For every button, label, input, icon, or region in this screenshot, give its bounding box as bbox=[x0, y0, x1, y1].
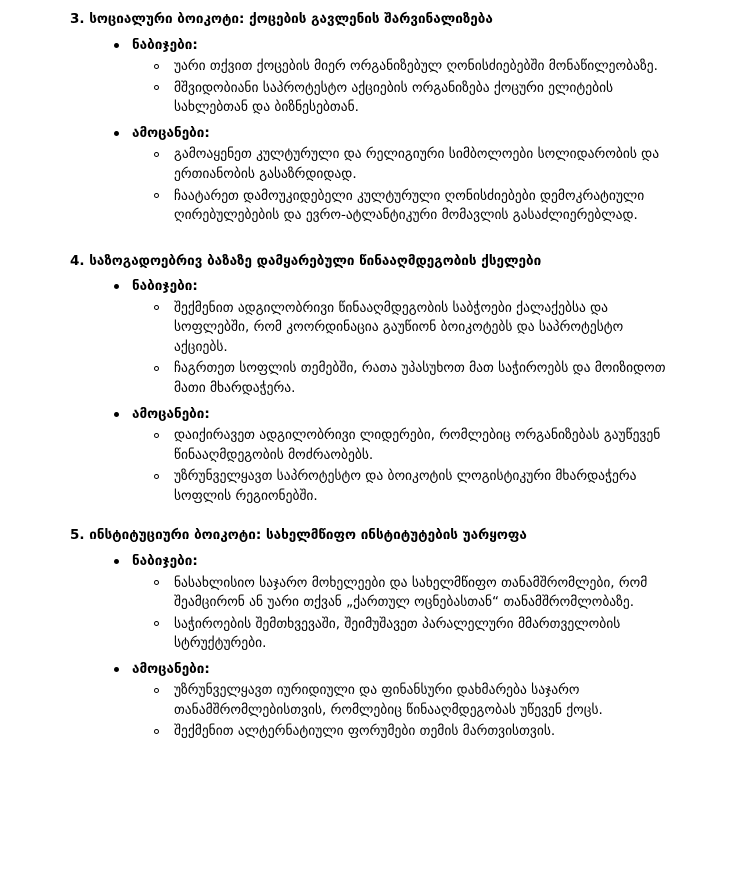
list-item-text: გამოაყენეთ კულტურული და რელიგიური სიმბოლოები სოლიდარობის და ერთიანობის გასაზრდიდად. bbox=[174, 146, 660, 182]
bullet-disc-icon bbox=[114, 284, 119, 289]
bullet-disc-icon bbox=[114, 131, 119, 136]
bullet-circle-icon bbox=[154, 85, 159, 90]
list-item bbox=[174, 722, 705, 742]
list-item bbox=[174, 187, 705, 226]
group-items bbox=[60, 57, 705, 118]
bullet-disc-icon bbox=[114, 43, 119, 48]
group-label: ამოცანები bbox=[132, 124, 205, 141]
bullet-circle-icon bbox=[154, 366, 159, 371]
group-label-row bbox=[132, 660, 705, 680]
list-item bbox=[174, 359, 705, 398]
group-label-colon: : bbox=[204, 660, 210, 677]
list-item-text: ჩაატარეთ დამოუკიდებელი კულტურული ღონისძიებები დემოკრატიული ღირებულებების და ევრო-ატლანტიკური მომავლის გასაძლიერებლად. bbox=[174, 187, 645, 224]
group-label: ამოცანები bbox=[132, 660, 205, 677]
list-item bbox=[174, 681, 705, 720]
bullet-circle-icon bbox=[154, 729, 159, 734]
document-section-4 bbox=[60, 252, 705, 507]
group-label: ნაბიჯები bbox=[132, 36, 193, 53]
group-items bbox=[60, 299, 705, 399]
group-items bbox=[60, 426, 705, 506]
list-item-text: შექმენით ალტერნატიული ფორუმები თემის მართვისთვის. bbox=[174, 723, 556, 740]
list-item bbox=[174, 467, 705, 506]
section-group bbox=[60, 124, 705, 226]
bullet-disc-icon bbox=[114, 412, 119, 417]
list-item bbox=[174, 299, 705, 358]
group-label: ნაბიჯები bbox=[132, 278, 193, 295]
section-group bbox=[60, 36, 705, 118]
section-group bbox=[60, 660, 705, 742]
bullet-circle-icon bbox=[154, 474, 159, 479]
list-item-text: მშვიდობიანი საპროტესტო აქციების ორგანიზება ქოცური ელიტების სახლებთან და ბიზნესებთან. bbox=[174, 79, 614, 116]
list-item-text: დაიქირავეთ ადგილობრივი ლიდერები, რომლებიც ორგანიზებას გაუწევენ წინააღმდეგობის მოძრაობებს. bbox=[174, 427, 661, 463]
group-items bbox=[60, 681, 705, 742]
group-label: ამოცანები bbox=[132, 405, 205, 422]
bullet-disc-icon bbox=[114, 667, 119, 672]
bullet-circle-icon bbox=[154, 621, 159, 626]
section-gap bbox=[60, 508, 705, 526]
list-item-text: ჩაგრთეთ სოფლის თემებში, რათა უპასუხოთ მათ საჭიროებს და მოიზიდოთ მათი მხარდაჭერა. bbox=[174, 360, 666, 396]
bullet-circle-icon bbox=[154, 193, 159, 198]
group-label-colon: : bbox=[204, 405, 210, 422]
bullet-circle-icon bbox=[154, 152, 159, 157]
list-item-text: ნასახლისიო საჯარო მოხელეები და სახელმწიფო თანამშრომლები, რომ შეამცირონ ან უარი თქვან „ქართულ ოცნებასთან“ თანამშრომლობაზე. bbox=[174, 574, 648, 611]
group-label-row bbox=[132, 405, 705, 425]
group-label-colon: : bbox=[192, 278, 198, 295]
bullet-circle-icon bbox=[154, 305, 159, 310]
group-label-colon: : bbox=[204, 124, 210, 141]
group-label-row bbox=[132, 124, 705, 144]
group-label-row bbox=[132, 277, 705, 297]
group-label-row bbox=[132, 552, 705, 572]
list-item bbox=[174, 615, 705, 654]
bullet-circle-icon bbox=[154, 580, 159, 585]
list-item-text: უზრუნველყავთ საპროტესტო და ბოიკოტის ლოგისტიკური მხარდაჭერა სოფლის რეგიონებში. bbox=[174, 468, 637, 504]
section-group bbox=[60, 552, 705, 654]
list-item bbox=[174, 57, 705, 77]
document-section-5 bbox=[60, 526, 705, 742]
list-item-text: საჭიროების შემთხვევაში, შეიმუშავეთ პარალელური მმართველობის სტრუქტურები. bbox=[174, 615, 621, 652]
bullet-circle-icon bbox=[154, 688, 159, 693]
list-item-text: უზრუნველყავთ იურიდიული და ფინანსური დახმარება საჯარო თანამშრომლებისთვის, რომლებიც წინააღმდეგობას უწევენ ქოცს. bbox=[174, 682, 603, 718]
bullet-circle-icon bbox=[154, 64, 159, 69]
section-group bbox=[60, 405, 705, 507]
group-label: ნაბიჯები bbox=[132, 552, 193, 569]
list-item bbox=[174, 426, 705, 465]
group-label-row bbox=[132, 36, 705, 56]
list-item-text: შექმენით ადგილობრივი წინააღმდეგობის საბჭოები ქალაქებსა და სოფლებში, რომ კოორდინაცია გაუწიონ ბოიკოტებს და საპროტესტო აქციებს. bbox=[174, 299, 624, 355]
list-item bbox=[174, 79, 705, 118]
section-heading: 4. საზოგადოებრივ ბაზაზე დამყარებული წინააღმდეგობის ქსელები bbox=[70, 252, 542, 269]
bullet-circle-icon bbox=[154, 433, 159, 438]
list-item bbox=[174, 145, 705, 184]
document-section-3 bbox=[60, 10, 705, 226]
section-heading: 5. ინსტიტუციური ბოიკოტი: სახელმწიფო ინსტიტუტების უარყოფა bbox=[70, 527, 527, 544]
bullet-disc-icon bbox=[114, 559, 119, 564]
list-item bbox=[174, 574, 705, 613]
group-items bbox=[60, 145, 705, 225]
group-label-colon: : bbox=[192, 552, 198, 569]
list-item-text: უარი თქვით ქოცების მიერ ორგანიზებულ ღონისძიებებში მონაწილეობაზე. bbox=[174, 58, 658, 75]
group-label-colon: : bbox=[192, 36, 198, 53]
section-group bbox=[60, 277, 705, 398]
group-items bbox=[60, 574, 705, 654]
section-heading: 3. სოციალური ბოიკოტი: ქოცების გავლენის შარვინალიზება bbox=[70, 11, 493, 27]
